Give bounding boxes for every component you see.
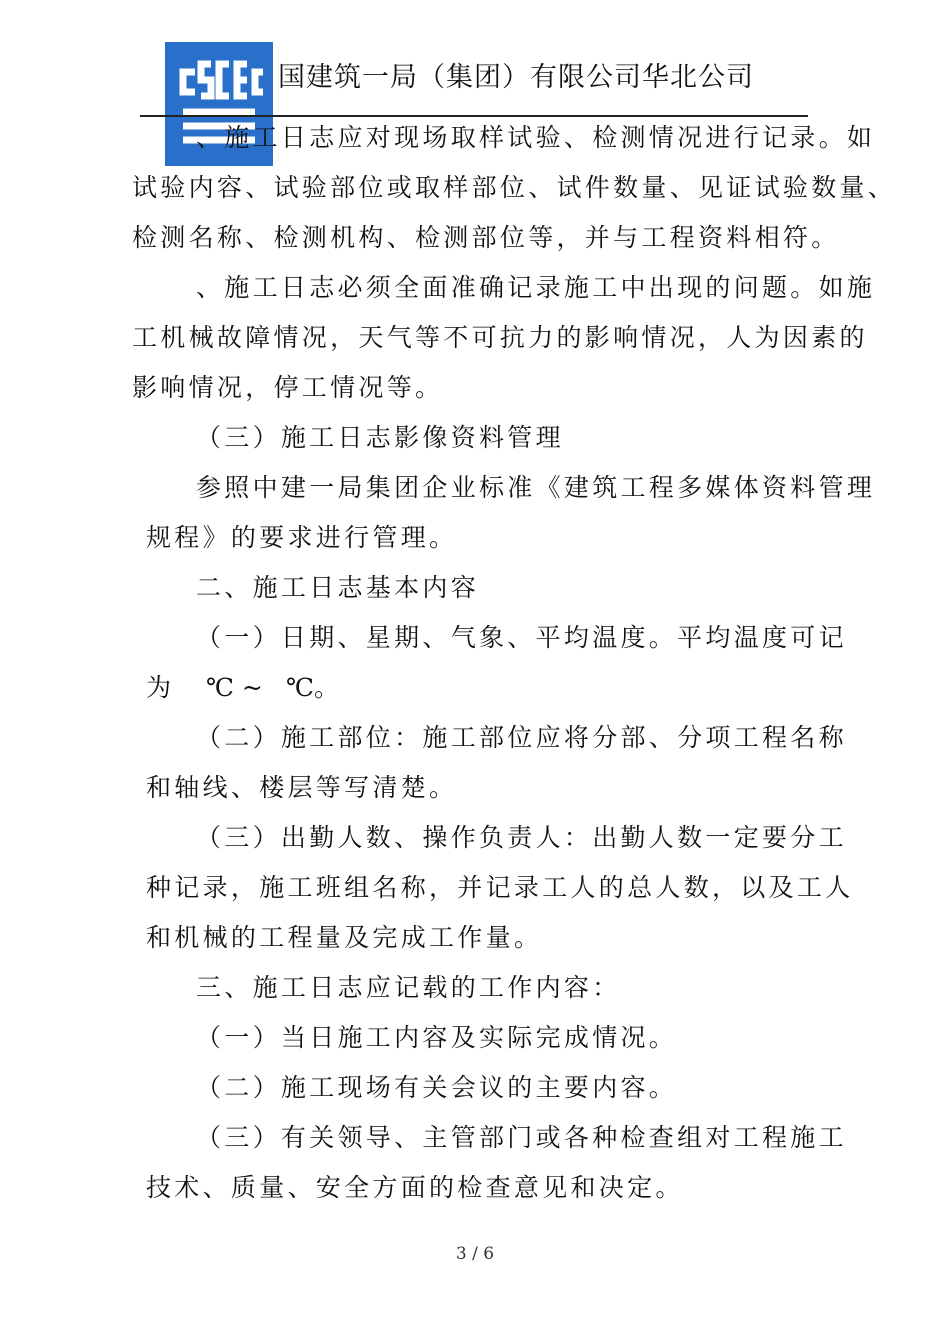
header-divider bbox=[140, 115, 808, 117]
text-line: （二）施工部位：施工部位应将分部、分项工程名称 bbox=[196, 723, 847, 752]
text-line: 参照中建一局集团企业标准《建筑工程多媒体资料管理 bbox=[196, 473, 876, 502]
text-line: 影响情况，停工情况等。 bbox=[132, 373, 444, 402]
text-line: 和机械的工程量及完成工作量。 bbox=[146, 923, 543, 952]
section-heading: 二、施工日志基本内容 bbox=[196, 573, 480, 602]
text-line: 种记录，施工班组名称，并记录工人的总人数，以及工人 bbox=[146, 873, 854, 902]
temperature-range-start: ℃ ~ bbox=[206, 673, 263, 702]
text-line: （一）当日施工内容及实际完成情况。 bbox=[196, 1023, 678, 1052]
text-line: 技术、质量、安全方面的检查意见和决定。 bbox=[146, 1173, 684, 1202]
text-line: 规程》的要求进行管理。 bbox=[146, 523, 458, 552]
text-line: （一）日期、星期、气象、平均温度。平均温度可记 bbox=[196, 623, 847, 652]
temperature-range-end: ℃。 bbox=[286, 673, 339, 702]
section-heading: （三）施工日志影像资料管理 bbox=[196, 423, 564, 452]
text-line: 工机械故障情况，天气等不可抗力的影响情况，人为因素的 bbox=[132, 323, 868, 352]
company-name: 国建筑一局（集团）有限公司华北公司 bbox=[278, 62, 754, 93]
page-number: 3 / 6 bbox=[455, 1244, 495, 1264]
text-line: （三）出勤人数、操作负责人：出勤人数一定要分工 bbox=[196, 823, 847, 852]
text-line: （三）有关领导、主管部门或各种检查组对工程施工 bbox=[196, 1123, 847, 1152]
text-line: 、施工日志必须全面准确记录施工中出现的问题。如施 bbox=[196, 273, 876, 302]
text-line: 检测名称、检测机构、检测部位等，并与工程资料相符。 bbox=[132, 223, 840, 252]
text-line: （二）施工现场有关会议的主要内容。 bbox=[196, 1073, 678, 1102]
text-line: 、施工日志应对现场取样试验、检测情况进行记录。如 bbox=[196, 123, 876, 152]
text-line: 为 bbox=[146, 673, 175, 702]
section-heading: 三、施工日志应记载的工作内容： bbox=[196, 973, 621, 1002]
text-line: 试验内容、试验部位或取样部位、试件数量、见证试验数量、 bbox=[132, 173, 897, 202]
text-line: 和轴线、楼层等写清楚。 bbox=[146, 773, 458, 802]
